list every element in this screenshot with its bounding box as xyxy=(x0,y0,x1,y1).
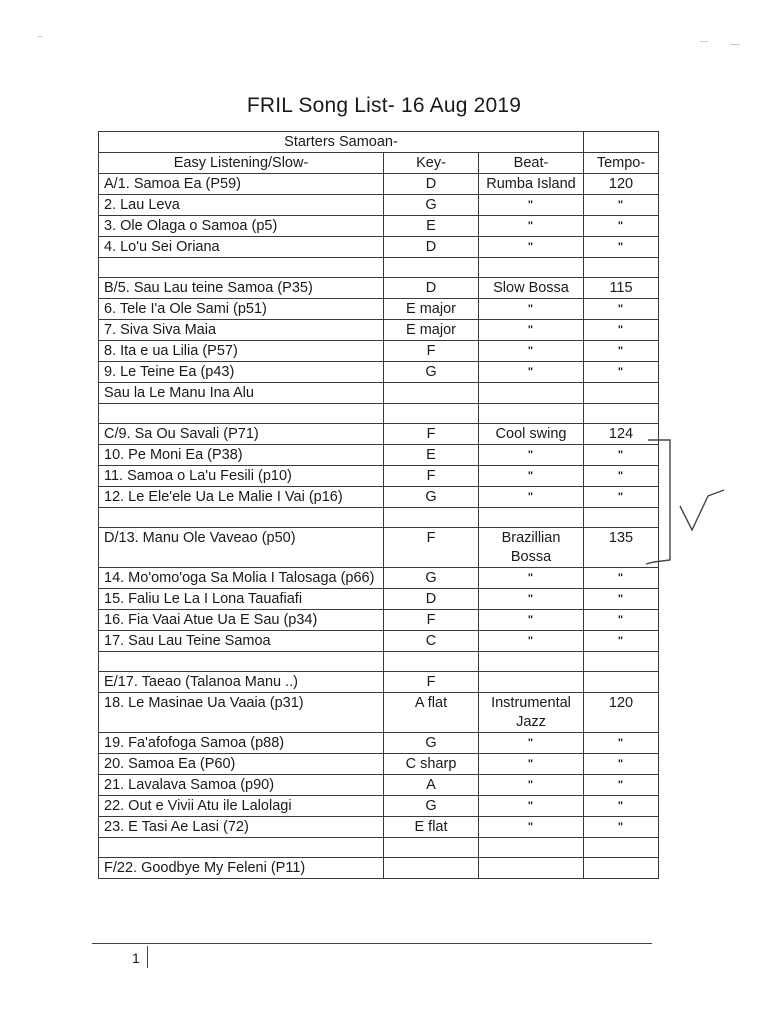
song-title-cell xyxy=(99,508,384,528)
key-cell: G xyxy=(384,487,479,508)
tempo-column-header: Tempo- xyxy=(584,153,659,174)
song-title-cell: D/13. Manu Ole Vaveao (p50) xyxy=(99,528,384,568)
beat-cell: " xyxy=(479,195,584,216)
song-title-cell: 7. Siva Siva Maia xyxy=(99,320,384,341)
tempo-cell xyxy=(584,258,659,278)
tempo-cell: " xyxy=(584,733,659,754)
key-cell: E major xyxy=(384,320,479,341)
page-number: 1 xyxy=(132,950,140,966)
tempo-cell: " xyxy=(584,466,659,487)
song-title-cell: E/17. Taeao (Talanoa Manu ..) xyxy=(99,672,384,693)
key-cell xyxy=(384,404,479,424)
song-row xyxy=(99,445,659,466)
checkmark xyxy=(680,490,724,530)
song-title-cell: F/22. Goodbye My Feleni (P11) xyxy=(99,858,384,879)
beat-cell: " xyxy=(479,341,584,362)
tempo-cell: " xyxy=(584,445,659,466)
song-title-cell: 4. Lo'u Sei Oriana xyxy=(99,237,384,258)
key-cell: F xyxy=(384,341,479,362)
song-title-cell: 10. Pe Moni Ea (P38) xyxy=(99,445,384,466)
key-cell: F xyxy=(384,528,479,568)
song-column-header: Easy Listening/Slow- xyxy=(99,153,384,174)
key-cell: D xyxy=(384,237,479,258)
beat-cell: " xyxy=(479,568,584,589)
beat-cell: " xyxy=(479,733,584,754)
key-cell xyxy=(384,652,479,672)
scan-mark xyxy=(700,41,708,42)
tempo-cell xyxy=(584,838,659,858)
song-title-cell: 15. Faliu Le La I Lona Tauafiafi xyxy=(99,589,384,610)
beat-cell xyxy=(479,404,584,424)
tempo-cell: 115 xyxy=(584,278,659,299)
beat-cell: Brazillian Bossa xyxy=(479,528,584,568)
song-row xyxy=(99,174,659,195)
tempo-cell xyxy=(584,383,659,404)
beat-cell: " xyxy=(479,817,584,838)
key-cell xyxy=(384,858,479,879)
beat-cell xyxy=(479,258,584,278)
song-title-cell xyxy=(99,838,384,858)
tempo-cell xyxy=(584,652,659,672)
tempo-cell: 124 xyxy=(584,424,659,445)
beat-cell: Cool swing xyxy=(479,424,584,445)
song-title-cell: 17. Sau Lau Teine Samoa xyxy=(99,631,384,652)
key-cell xyxy=(384,383,479,404)
bracket-mark xyxy=(646,440,670,564)
song-title-cell: 9. Le Teine Ea (p43) xyxy=(99,362,384,383)
key-cell: A flat xyxy=(384,693,479,733)
handwritten-bracket-checkmark xyxy=(640,434,740,574)
tempo-cell: " xyxy=(584,320,659,341)
tempo-cell: " xyxy=(584,487,659,508)
beat-cell: " xyxy=(479,445,584,466)
key-cell: E flat xyxy=(384,817,479,838)
key-cell: G xyxy=(384,568,479,589)
song-row xyxy=(99,754,659,775)
beat-cell xyxy=(479,508,584,528)
song-row xyxy=(99,299,659,320)
song-row xyxy=(99,278,659,299)
beat-cell: " xyxy=(479,216,584,237)
song-title-cell: 6. Tele I'a Ole Sami (p51) xyxy=(99,299,384,320)
tempo-cell: " xyxy=(584,817,659,838)
song-row xyxy=(99,424,659,445)
beat-cell: " xyxy=(479,466,584,487)
key-cell: G xyxy=(384,796,479,817)
song-title-cell: 3. Ole Olaga o Samoa (p5) xyxy=(99,216,384,237)
tempo-cell: " xyxy=(584,589,659,610)
song-row xyxy=(99,383,659,404)
scan-mark xyxy=(730,44,740,45)
beat-cell: " xyxy=(479,631,584,652)
beat-cell: " xyxy=(479,362,584,383)
page-number-divider xyxy=(147,946,148,968)
tempo-cell: " xyxy=(584,362,659,383)
song-row xyxy=(99,320,659,341)
song-title-cell: Sau la Le Manu Ina Alu xyxy=(99,383,384,404)
document-title: FRIL Song List- 16 Aug 2019 xyxy=(246,94,522,117)
key-cell: D xyxy=(384,174,479,195)
song-title-cell: 23. E Tasi Ae Lasi (72) xyxy=(99,817,384,838)
song-row xyxy=(99,610,659,631)
beat-column-header: Beat- xyxy=(479,153,584,174)
song-row xyxy=(99,589,659,610)
song-row xyxy=(99,568,659,589)
beat-cell: " xyxy=(479,237,584,258)
song-row xyxy=(99,237,659,258)
tempo-cell: " xyxy=(584,237,659,258)
key-column-header: Key- xyxy=(384,153,479,174)
song-row xyxy=(99,775,659,796)
key-cell: A xyxy=(384,775,479,796)
song-title-cell: 18. Le Masinae Ua Vaaia (p31) xyxy=(99,693,384,733)
tempo-cell: 135 xyxy=(584,528,659,568)
song-row xyxy=(99,195,659,216)
song-title-cell: 21. Lavalava Samoa (p90) xyxy=(99,775,384,796)
key-cell: C xyxy=(384,631,479,652)
song-title-cell xyxy=(99,652,384,672)
blank-row xyxy=(99,404,659,424)
tempo-cell: " xyxy=(584,216,659,237)
tempo-cell: " xyxy=(584,775,659,796)
song-title-cell: 19. Fa'afofoga Samoa (p88) xyxy=(99,733,384,754)
key-cell: G xyxy=(384,733,479,754)
song-row xyxy=(99,487,659,508)
song-title-cell: 12. Le Ele'ele Ua Le Malie I Vai (p16) xyxy=(99,487,384,508)
song-row xyxy=(99,362,659,383)
tempo-cell xyxy=(584,404,659,424)
song-row xyxy=(99,216,659,237)
key-cell: F xyxy=(384,466,479,487)
tempo-cell: " xyxy=(584,631,659,652)
key-cell: E xyxy=(384,445,479,466)
tempo-cell: " xyxy=(584,299,659,320)
beat-cell: " xyxy=(479,775,584,796)
song-row xyxy=(99,672,659,693)
song-title-cell: 20. Samoa Ea (P60) xyxy=(99,754,384,775)
beat-cell: Slow Bossa xyxy=(479,278,584,299)
tempo-cell xyxy=(584,858,659,879)
key-cell xyxy=(384,508,479,528)
tempo-cell: " xyxy=(584,754,659,775)
blank-row xyxy=(99,508,659,528)
beat-cell xyxy=(479,383,584,404)
key-cell: G xyxy=(384,362,479,383)
blank-row xyxy=(99,652,659,672)
tempo-cell: " xyxy=(584,568,659,589)
beat-cell xyxy=(479,652,584,672)
tempo-cell xyxy=(584,672,659,693)
song-title-cell: 11. Samoa o La'u Fesili (p10) xyxy=(99,466,384,487)
key-cell: F xyxy=(384,610,479,631)
column-header-row xyxy=(99,153,659,174)
song-title-cell: 2. Lau Leva xyxy=(99,195,384,216)
key-cell: F xyxy=(384,672,479,693)
song-row xyxy=(99,796,659,817)
tempo-cell: " xyxy=(584,195,659,216)
beat-cell: " xyxy=(479,320,584,341)
song-row xyxy=(99,466,659,487)
song-row xyxy=(99,817,659,838)
song-title-cell: B/5. Sau Lau teine Samoa (P35) xyxy=(99,278,384,299)
tempo-cell: " xyxy=(584,610,659,631)
section-header-empty xyxy=(584,132,659,153)
key-cell: D xyxy=(384,589,479,610)
beat-cell: " xyxy=(479,487,584,508)
tempo-cell: " xyxy=(584,796,659,817)
beat-cell: " xyxy=(479,610,584,631)
beat-cell: " xyxy=(479,754,584,775)
beat-cell xyxy=(479,672,584,693)
beat-cell: " xyxy=(479,589,584,610)
tempo-cell: " xyxy=(584,341,659,362)
key-cell: E major xyxy=(384,299,479,320)
beat-cell xyxy=(479,858,584,879)
song-row xyxy=(99,631,659,652)
song-title-cell xyxy=(99,404,384,424)
section-header-row xyxy=(99,132,659,153)
beat-cell: " xyxy=(479,299,584,320)
song-title-cell: 8. Ita e ua Lilia (P57) xyxy=(99,341,384,362)
beat-cell xyxy=(479,838,584,858)
song-title-cell: C/9. Sa Ou Savali (P71) xyxy=(99,424,384,445)
tempo-cell: 120 xyxy=(584,693,659,733)
blank-row xyxy=(99,258,659,278)
section-header: Starters Samoan- xyxy=(99,132,584,153)
song-title-cell: 16. Fia Vaai Atue Ua E Sau (p34) xyxy=(99,610,384,631)
song-title-cell: 14. Mo'omo'oga Sa Molia I Talosaga (p66) xyxy=(99,568,384,589)
blank-row xyxy=(99,838,659,858)
song-row xyxy=(99,693,659,733)
key-cell: C sharp xyxy=(384,754,479,775)
key-cell xyxy=(384,258,479,278)
song-row xyxy=(99,733,659,754)
song-row xyxy=(99,858,659,879)
beat-cell: Rumba Island xyxy=(479,174,584,195)
song-title-cell: 22. Out e Vivii Atu ile Lalolagi xyxy=(99,796,384,817)
scan-mark xyxy=(38,36,42,37)
footer-rule xyxy=(92,943,652,944)
key-cell xyxy=(384,838,479,858)
key-cell: F xyxy=(384,424,479,445)
song-row xyxy=(99,341,659,362)
song-table xyxy=(98,131,659,879)
song-title-cell xyxy=(99,258,384,278)
tempo-cell: 120 xyxy=(584,174,659,195)
beat-cell: " xyxy=(479,796,584,817)
beat-cell: Instrumental Jazz xyxy=(479,693,584,733)
key-cell: E xyxy=(384,216,479,237)
song-title-cell: A/1. Samoa Ea (P59) xyxy=(99,174,384,195)
song-row xyxy=(99,528,659,568)
key-cell: D xyxy=(384,278,479,299)
key-cell: G xyxy=(384,195,479,216)
